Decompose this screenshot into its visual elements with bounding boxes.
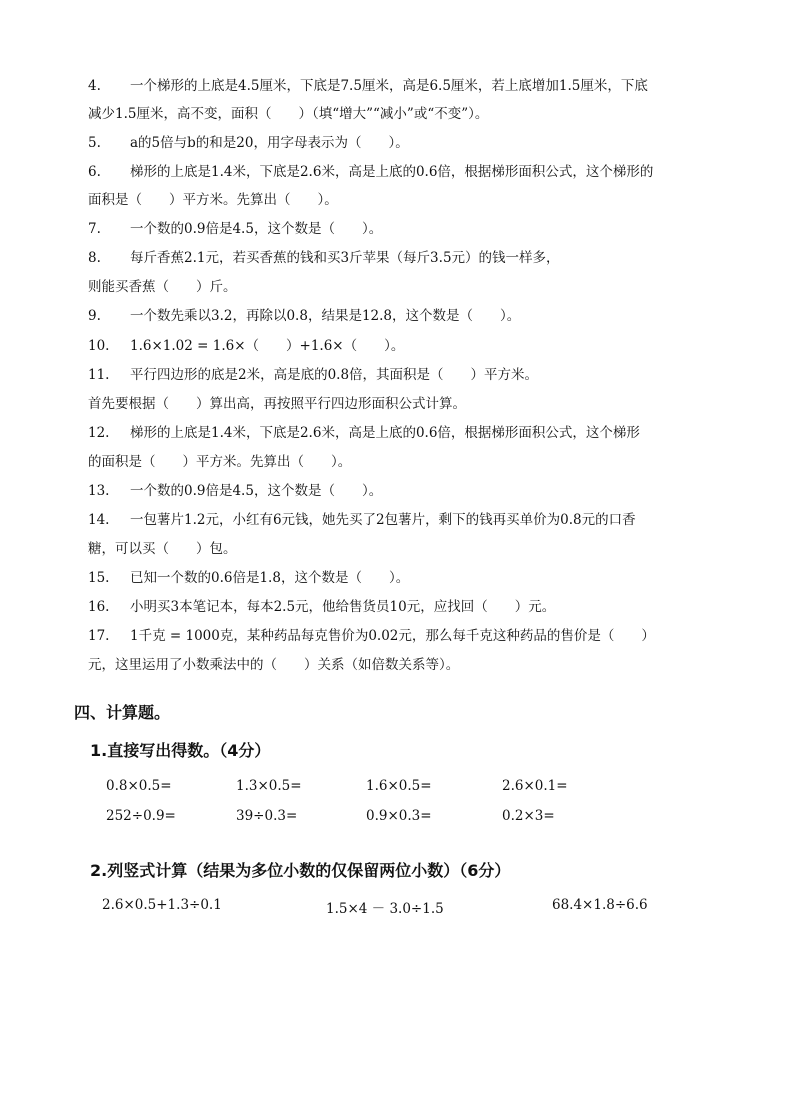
question-12-line-2: 的面积是（ ）平方米。先算出（ ）。 [88, 454, 352, 470]
vertical-calc-item: 1.5×4 － 3.0÷1.5 [326, 901, 444, 917]
question-4-line-2: 减少1.5厘米，高不变，面积（ ）（填“增大”“减小”或“不变”）。 [88, 106, 489, 122]
question-4-line-1: 4. 一个梯形的上底是4.5厘米，下底是7.5厘米，高是6.5厘米，若上底增加1.5厘米，下底 [88, 78, 648, 94]
question-15: 15. 已知一个数的0.6倍是1.8，这个数是（ ）。 [88, 570, 410, 586]
calc-item: 1.6×0.5= [366, 778, 432, 794]
question-9: 9. 一个数先乘以3.2，再除以0.8，结果是12.8，这个数是（ ）。 [88, 308, 521, 324]
question-6-line-1: 6. 梯形的上底是1.4米，下底是2.6米，高是上底的0.6倍，根据梯形面积公式，这个梯形的 [88, 164, 654, 180]
question-12-line-1: 12. 梯形的上底是1.4米，下底是2.6米，高是上底的0.6倍，根据梯形面积公式，这个梯形 [88, 425, 640, 441]
calc-item: 0.2×3= [502, 808, 555, 824]
question-17-line-2: 元，这里运用了小数乘法中的（ ）关系（如倍数关系等）。 [88, 657, 460, 673]
question-14-line-2: 糖，可以买（ ）包。 [88, 541, 237, 557]
calc-item: 0.8×0.5= [106, 778, 172, 794]
question-10: 10. 1.6×1.02 = 1.6×（ ）+1.6×（ ）。 [88, 338, 405, 354]
question-11-line-1: 11. 平行四边形的底是2米，高是底的0.8倍，其面积是（ ）平方米。 [88, 367, 539, 383]
calc-item: 1.3×0.5= [236, 778, 302, 794]
calc-item: 252÷0.9= [106, 808, 176, 824]
question-14-line-1: 14. 一包薯片1.2元，小红有6元钱，她先买了2包薯片，剩下的钱再买单价为0.8元的口香 [88, 512, 636, 528]
question-11-line-2: 首先要根据（ ）算出高，再按照平行四边形面积公式计算。 [88, 396, 466, 412]
question-5: 5. a的5倍与b的和是20，用字母表示为（ ）。 [88, 135, 409, 151]
part-1-title: 1.直接写出得数。（4分） [90, 741, 271, 760]
calc-item: 0.9×0.3= [366, 808, 432, 824]
calc-item: 39÷0.3= [236, 808, 298, 824]
question-8-line-1: 8. 每斤香蕉2.1元，若买香蕉的钱和买3斤苹果（每斤3.5元）的钱一样多， [88, 250, 560, 266]
question-17-line-1: 17. 1千克 = 1000克，某种药品每克售价为0.02元，那么每千克这种药品的售价是（ ） [88, 628, 655, 644]
vertical-calc-item: 2.6×0.5+1.3÷0.1 [102, 897, 222, 913]
question-13: 13. 一个数的0.9倍是4.5，这个数是（ ）。 [88, 483, 383, 499]
question-8-line-2: 则能买香蕉（ ）斤。 [88, 279, 237, 295]
vertical-calc-item: 68.4×1.8÷6.6 [552, 897, 648, 913]
section-4-title: 四、计算题。 [74, 703, 171, 722]
part-2-title: 2.列竖式计算（结果为多位小数的仅保留两位小数）（6分） [90, 861, 511, 880]
question-16: 16. 小明买3本笔记本，每本2.5元，他给售货员10元，应找回（ ）元。 [88, 599, 556, 615]
question-7: 7. 一个数的0.9倍是4.5，这个数是（ ）。 [88, 221, 383, 237]
question-6-line-2: 面积是（ ）平方米。先算出（ ）。 [88, 192, 338, 208]
calc-item: 2.6×0.1= [502, 778, 568, 794]
